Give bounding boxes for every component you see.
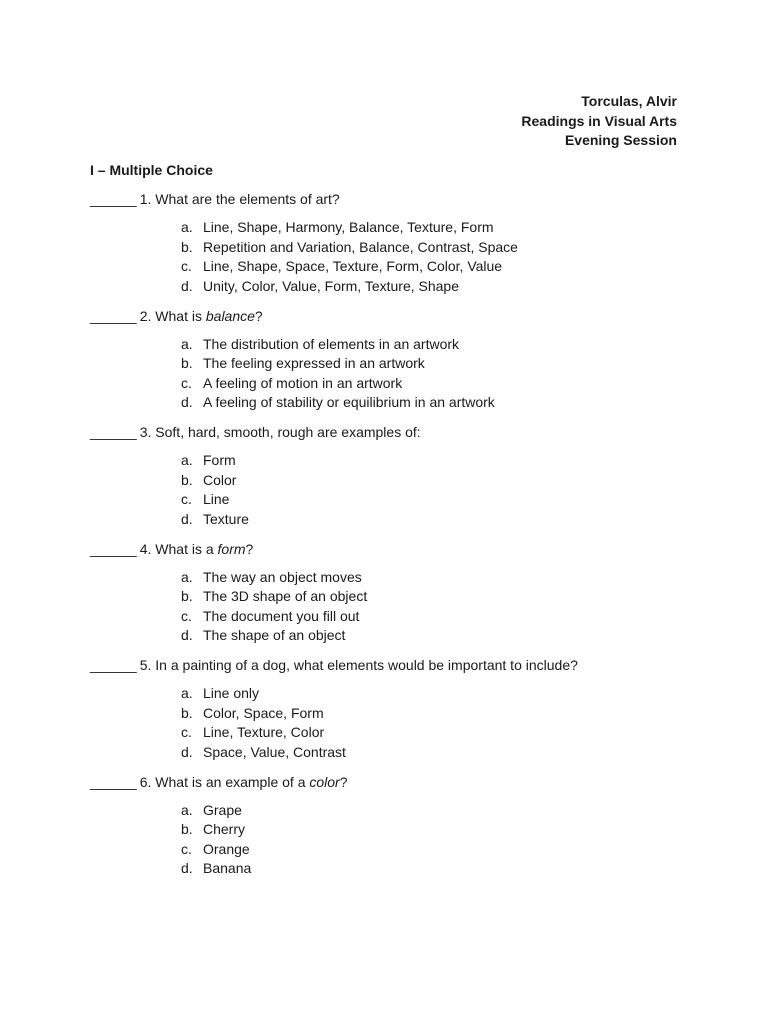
- answer-blank[interactable]: ______: [90, 424, 137, 441]
- question-1: [90, 189, 710, 296]
- option-text: A feeling of stability or equilibrium in an artwork: [203, 394, 495, 411]
- answer-option: [181, 277, 710, 297]
- answer-options: [90, 801, 710, 879]
- question-line: [90, 306, 710, 326]
- option-letter: c.: [181, 491, 192, 508]
- option-text: Line, Texture, Color: [203, 724, 325, 741]
- question-number: 4.: [139, 540, 152, 557]
- answer-option: [181, 335, 710, 355]
- option-text: Color: [203, 471, 237, 488]
- answer-blank[interactable]: ______: [90, 191, 137, 207]
- answer-option: [181, 840, 710, 860]
- answer-option: [181, 257, 710, 277]
- answer-options: [90, 568, 710, 646]
- answer-option: [181, 684, 710, 704]
- answer-option: [181, 374, 710, 394]
- option-letter: d.: [181, 743, 193, 760]
- question-text: In a painting of a dog, what elements would be important to include?: [151, 657, 578, 674]
- answer-option: [181, 587, 710, 607]
- option-letter: c.: [181, 258, 192, 274]
- option-text: The 3D shape of an object: [203, 588, 368, 605]
- question-line: [90, 772, 710, 792]
- question-line: [90, 655, 710, 675]
- course-title: Readings in Visual Arts: [521, 112, 677, 129]
- option-text: Texture: [203, 510, 249, 527]
- question-text: Soft, hard, smooth, rough are examples of:: [151, 424, 421, 441]
- question-emphasis: form: [217, 540, 246, 557]
- question-emphasis: balance: [205, 307, 255, 324]
- option-letter: b.: [181, 588, 193, 605]
- question-list: [90, 189, 710, 889]
- answer-blank[interactable]: ______: [90, 773, 137, 790]
- question-number: 3.: [139, 424, 152, 441]
- answer-option: [181, 393, 710, 413]
- option-letter: d.: [181, 627, 193, 644]
- option-letter: a.: [181, 801, 193, 818]
- answer-option: [181, 801, 710, 821]
- option-text: Line: [203, 491, 230, 508]
- answer-option: [181, 743, 710, 763]
- option-text: Line only: [203, 685, 260, 702]
- option-text: Form: [203, 452, 236, 469]
- option-text: The distribution of elements in an artwork: [203, 335, 460, 352]
- option-text: The feeling expressed in an artwork: [203, 355, 425, 372]
- answer-option: [181, 607, 710, 627]
- question-text-end: ?: [245, 540, 254, 557]
- option-letter: d.: [181, 860, 193, 877]
- answer-option: [181, 471, 710, 491]
- option-text: Space, Value, Contrast: [203, 743, 346, 760]
- answer-options: [90, 218, 710, 296]
- question-number: 2.: [139, 307, 152, 324]
- option-letter: b.: [181, 471, 193, 488]
- question-3: [90, 422, 710, 529]
- option-text: Line, Shape, Harmony, Balance, Texture, Form: [203, 219, 494, 235]
- answer-option: [181, 451, 710, 471]
- option-letter: a.: [181, 219, 193, 235]
- option-text: A feeling of motion in an artwork: [203, 374, 403, 391]
- option-text: Unity, Color, Value, Form, Texture, Shape: [203, 277, 460, 294]
- question-text-end: ?: [339, 773, 348, 790]
- question-text: What is a: [151, 540, 218, 557]
- question-line: [90, 189, 710, 209]
- question-2: [90, 306, 710, 413]
- answer-blank[interactable]: ______: [90, 657, 137, 674]
- question-6: [90, 772, 710, 879]
- option-letter: c.: [181, 840, 192, 857]
- student-name: Torculas, Alvir: [581, 93, 677, 109]
- option-letter: a.: [181, 335, 193, 352]
- option-letter: d.: [181, 277, 193, 294]
- option-text: Banana: [203, 860, 252, 877]
- option-letter: a.: [181, 568, 193, 585]
- question-text: What is: [151, 307, 206, 324]
- option-text: Repetition and Variation, Balance, Contrast, Space: [203, 238, 518, 255]
- question-line: [90, 422, 710, 442]
- option-letter: b.: [181, 355, 193, 372]
- question-number: 6.: [139, 773, 152, 790]
- option-text: Cherry: [203, 821, 246, 838]
- question-line: [90, 539, 710, 559]
- answer-option: [181, 490, 710, 510]
- option-letter: c.: [181, 374, 192, 391]
- option-letter: b.: [181, 238, 193, 255]
- option-text: The shape of an object: [203, 627, 346, 644]
- document-header: [521, 92, 677, 151]
- question-text: What are the elements of art?: [151, 191, 340, 207]
- answer-option: [181, 568, 710, 588]
- answer-option: [181, 704, 710, 724]
- answer-options: [90, 684, 710, 762]
- option-text: Orange: [203, 840, 250, 857]
- answer-blank[interactable]: ______: [90, 307, 137, 324]
- option-text: Grape: [203, 801, 242, 818]
- question-number: 5.: [139, 657, 152, 674]
- session-label: Evening Session: [564, 132, 677, 148]
- option-text: Line, Shape, Space, Texture, Form, Color, Value: [203, 258, 503, 274]
- answer-options: [90, 335, 710, 413]
- option-letter: b.: [181, 821, 193, 838]
- question-text: What is an example of a: [151, 773, 310, 790]
- option-letter: c.: [181, 724, 192, 741]
- answer-option: [181, 723, 710, 743]
- question-5: [90, 655, 710, 762]
- answer-option: [181, 238, 710, 258]
- question-emphasis: color: [309, 773, 340, 790]
- option-letter: d.: [181, 510, 193, 527]
- option-letter: b.: [181, 704, 193, 721]
- answer-option: [181, 859, 710, 879]
- answer-blank[interactable]: ______: [90, 540, 137, 557]
- answer-option: [181, 354, 710, 374]
- answer-option: [181, 820, 710, 840]
- answer-options: [90, 451, 710, 529]
- question-text-end: ?: [254, 307, 263, 324]
- answer-option: [181, 218, 710, 238]
- option-text: The way an object moves: [203, 568, 362, 585]
- answer-option: [181, 626, 710, 646]
- option-letter: a.: [181, 685, 193, 702]
- answer-option: [181, 510, 710, 530]
- option-text: The document you fill out: [203, 607, 360, 624]
- option-text: Color, Space, Form: [203, 704, 324, 721]
- question-number: 1.: [139, 191, 152, 207]
- option-letter: c.: [181, 607, 192, 624]
- question-4: [90, 539, 710, 646]
- option-letter: d.: [181, 394, 193, 411]
- section-title: I – Multiple Choice: [90, 162, 213, 178]
- option-letter: a.: [181, 452, 193, 469]
